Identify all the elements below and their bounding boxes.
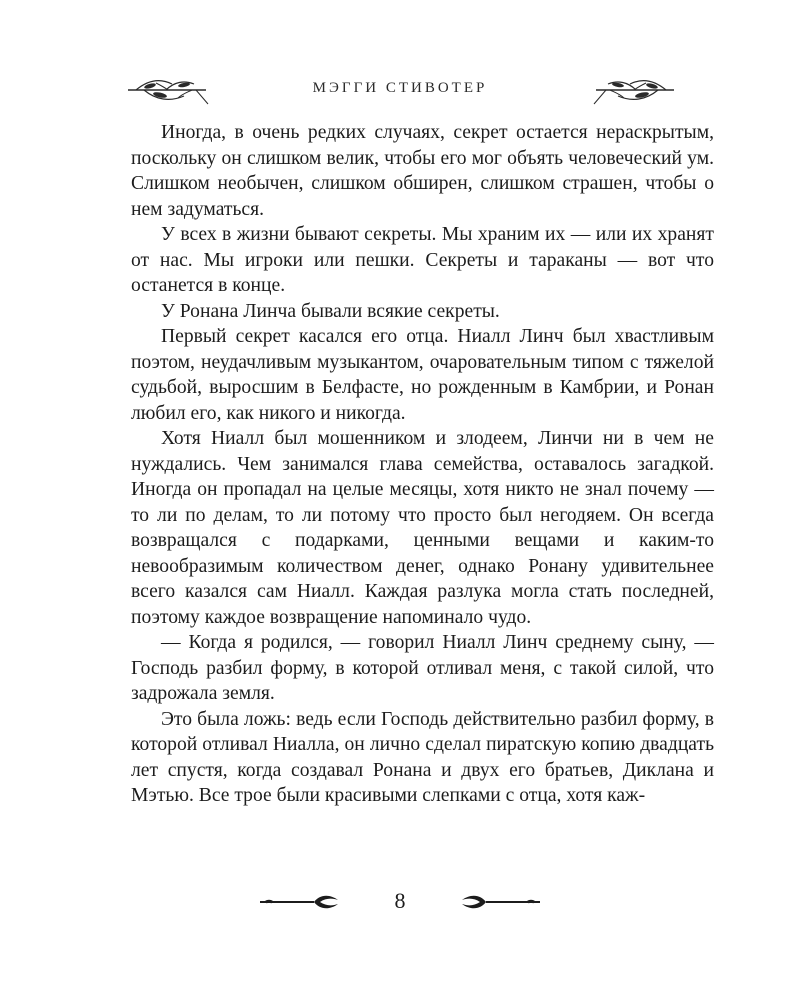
page-number: 8 <box>394 888 406 913</box>
footer-ornament-right-icon <box>458 890 542 912</box>
paragraph: Это была ложь: ведь если Господь действительно разбил форму, в которой отливал Ниалла, он лично сделал пиратскую копию двадцать лет спустя, когда создавал Ронана и двух его братьев, Диклана и Мэтью. Все трое были красивыми слепками с отца, хотя каж- <box>131 708 714 806</box>
page-footer <box>0 886 800 918</box>
paragraph: Первый секрет касался его отца. Ниалл Линч был хвастливым поэтом, неудачливым музыкантом, очаровательным типом с тяжелой судьбой, выросшим в Белфасте, но рожденным в Камбрии, и Ронан любил его, как никого и никогда. <box>131 326 714 424</box>
paragraph: — Когда я родился, — говорил Ниалл Линч среднему сыну, — Господь разбил форму, в которой отливал меня, с такой силой, что задрожала земля. <box>131 632 714 704</box>
paragraph: У Ронана Линча бывали всякие секреты. <box>161 300 500 322</box>
author-name: МЭГГИ СТИВОТЕР <box>312 80 488 96</box>
paragraph: У всех в жизни бывают секреты. Мы храним их — или их хранят от нас. Мы игроки или пешки. Секреты и тараканы — вот что останется в конце. <box>131 224 714 296</box>
running-header <box>0 74 800 110</box>
paragraph: Иногда, в очень редких случаях, секрет остается нераскрытым, поскольку он слишком велик, чтобы его мог объять человеческий ум. Слишком необычен, слишком обширен, слишком страшен, чтобы о нем задуматься. <box>131 122 714 220</box>
main-text <box>131 120 714 809</box>
paragraph: Хотя Ниалл был мошенником и злодеем, Линчи ни в чем не нуждались. Чем занимался глава семейства, оставалось загадкой. Иногда он пропадал на целые месяцы, хотя никто не знал почему — то ли по делам, то ли потому что просто был негодяем. Он всегда возвращался с подарками, ценными вещами и каким-то невообразимым количеством денег, однако Ронану удивительнее всего казался сам Ниалл. Каждая разлука могла стать последней, поэтому каждое возвращение напоминало чудо. <box>131 428 714 628</box>
leaf-ornament-right-icon <box>592 74 676 108</box>
